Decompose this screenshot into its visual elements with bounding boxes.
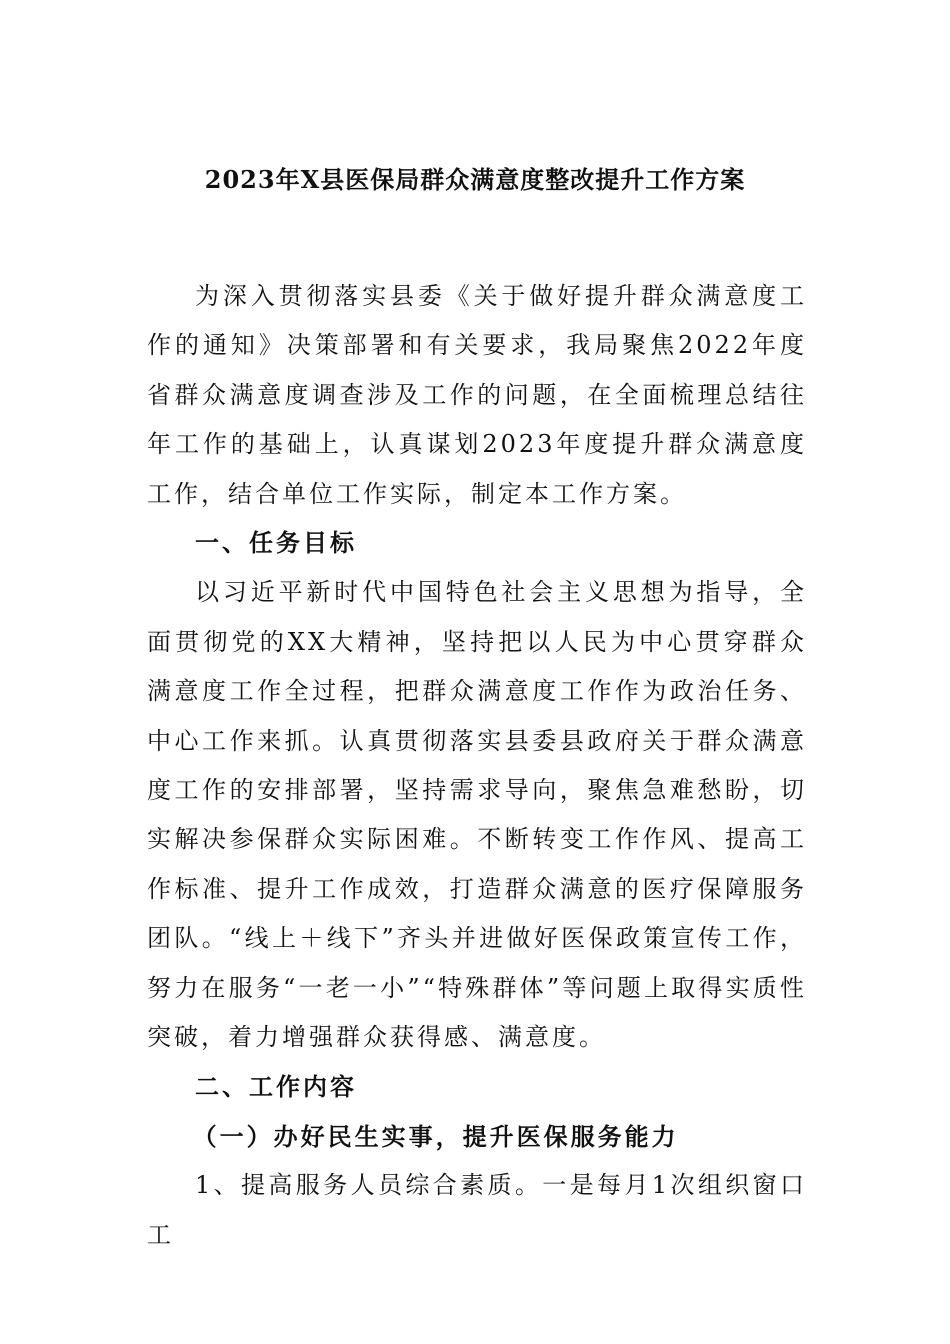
document-body — [147, 272, 807, 1260]
subsection-heading-1: （一）办好民生实事，提升医保服务能力 — [192, 1121, 679, 1151]
goals-paragraph: 以习近平新时代中国特色社会主义思想为指导，全面贯彻党的XX大精神，坚持把以人民为中心贯穿群众满意度工作全过程，把群众满意度工作作为政治任务、中心工作来抓。认真贯彻落实县委县政府关于群众满意度工作的安排部署，坚持需求导向，聚焦急难愁盼，切实解决参保群众实际困难。不断转变工作作风、提高工作标准、提升工作成效，打造群众满意的医疗保障服务团队。“线上＋线下”齐头并进做好医保政策宣传工作，努力在服务“一老一小”“特殊群体”等问题上取得实质性突破，着力增强群众获得感、满意度。 — [147, 578, 807, 1052]
section-heading-goals: 一、任务目标 — [195, 529, 357, 558]
item-paragraph-1: 1、提高服务人员综合素质。一是每月1次组织窗口工 — [147, 1171, 807, 1249]
section-heading-content: 二、工作内容 — [195, 1072, 357, 1101]
document-title: 2023年X县医保局群众满意度整改提升工作方案 — [204, 165, 746, 194]
intro-paragraph: 为深入贯彻落实县委《关于做好提升群众满意度工作的通知》决策部署和有关要求，我局聚焦2022年度省群众满意度调查涉及工作的问题，在全面梳理总结往年工作的基础上，认真谋划2023年度提升群众满意度工作，结合单位工作实际，制定本工作方案。 — [147, 282, 807, 508]
